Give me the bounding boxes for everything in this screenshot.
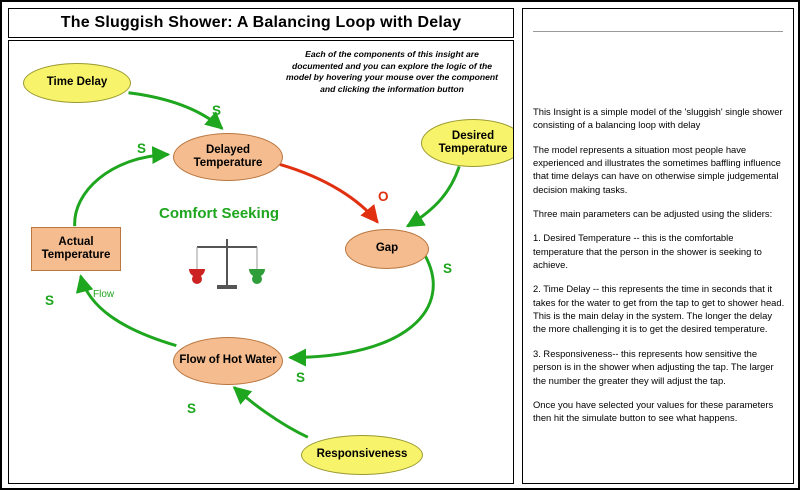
node-delayed-temperature-label: Delayed Temperature: [193, 143, 263, 169]
panel-paragraph: This Insight is a simple model of the 'sluggish' single shower consisting of a balancing loop with delay: [533, 106, 783, 131]
link-responsiveness-to-flow-of-hot-water: [234, 387, 308, 437]
page-title: The Sluggish Shower: A Balancing Loop with Delay: [60, 14, 462, 31]
panel-paragraph: Three main parameters can be adjusted using the sliders:: [533, 208, 773, 220]
panel-text: [533, 105, 785, 436]
node-time-delay[interactable]: [23, 63, 131, 103]
node-flow-of-hot-water-label: Flow of Hot Water: [179, 354, 277, 367]
link-label-flow-incoming: S: [296, 370, 306, 385]
node-flow-of-hot-water[interactable]: [173, 337, 283, 385]
balance-scales-icon: [187, 233, 267, 309]
link-flow-of-hot-water-to-actual-temperature: [81, 276, 177, 346]
title-bar: [8, 8, 514, 38]
node-responsiveness[interactable]: [301, 435, 423, 475]
causal-loop-diagram: [8, 40, 514, 484]
diagram-instructions: Each of the components of this insight are documented and you can explore the logic of the model by hovering your mouse over the component and clicking the information button: [285, 49, 498, 94]
panel-paragraph: 1. Desired Temperature -- this is the comfortable temperature that the person in the shower is seeking to achieve.: [533, 232, 762, 271]
link-label-flow-to-actual: S: [45, 293, 55, 308]
link-desired-temperature-to-gap: [407, 166, 459, 226]
panel-paragraph: The model represents a situation most people have experienced and illustrates the sometimes baffling influence that time delays can have on otherwise simple judgemental decision making tasks.: [533, 143, 781, 195]
node-responsiveness-label: Responsiveness: [316, 448, 408, 461]
panel-divider: [533, 31, 783, 32]
panel-paragraph: 2. Time Delay -- this represents the time in seconds that it takes for the water to get from the tap to get to shower head. This is the main delay in the system. The longer the delay the more challenging it is to get the desired temperature.: [533, 283, 785, 335]
node-actual-temperature[interactable]: [31, 227, 121, 271]
node-delayed-temperature[interactable]: [173, 133, 283, 181]
node-time-delay-label: Time Delay: [46, 76, 108, 89]
link-label-time-delay-to-delayed: S: [212, 103, 222, 118]
flow-label: Flow: [93, 289, 115, 300]
link-label-actual-to-delayed: S: [137, 141, 147, 156]
loop-name-comfort-seeking: Comfort Seeking: [159, 205, 280, 222]
panel-paragraph: 3. Responsiveness-- this represents how sensitive the person is in the shower when adjusting the tap. The larger the number the greater they will adjust the tap.: [533, 347, 774, 386]
node-actual-temperature-label: Actual Temperature: [41, 235, 111, 261]
panel-paragraph: Once you have selected your values for these parameters then hit the simulate button to see what happens.: [533, 398, 774, 424]
link-time-delay-to-delayed-temperature: [129, 93, 223, 129]
node-desired-temperature[interactable]: [421, 119, 514, 167]
link-actual-temperature-to-delayed-temperature: [75, 154, 169, 226]
node-gap[interactable]: [345, 229, 429, 269]
link-delayed-temperature-to-gap: [280, 164, 378, 222]
link-label-responsiveness-to-flow: S: [187, 401, 197, 416]
description-panel: [522, 8, 794, 484]
link-label-delayed-to-gap: O: [378, 189, 389, 204]
node-desired-temperature-label: Desired Temperature: [438, 129, 508, 155]
link-label-gap-to-flow: S: [443, 261, 453, 276]
node-gap-label: Gap: [375, 242, 399, 255]
link-gap-to-flow-of-hot-water: [290, 256, 433, 358]
